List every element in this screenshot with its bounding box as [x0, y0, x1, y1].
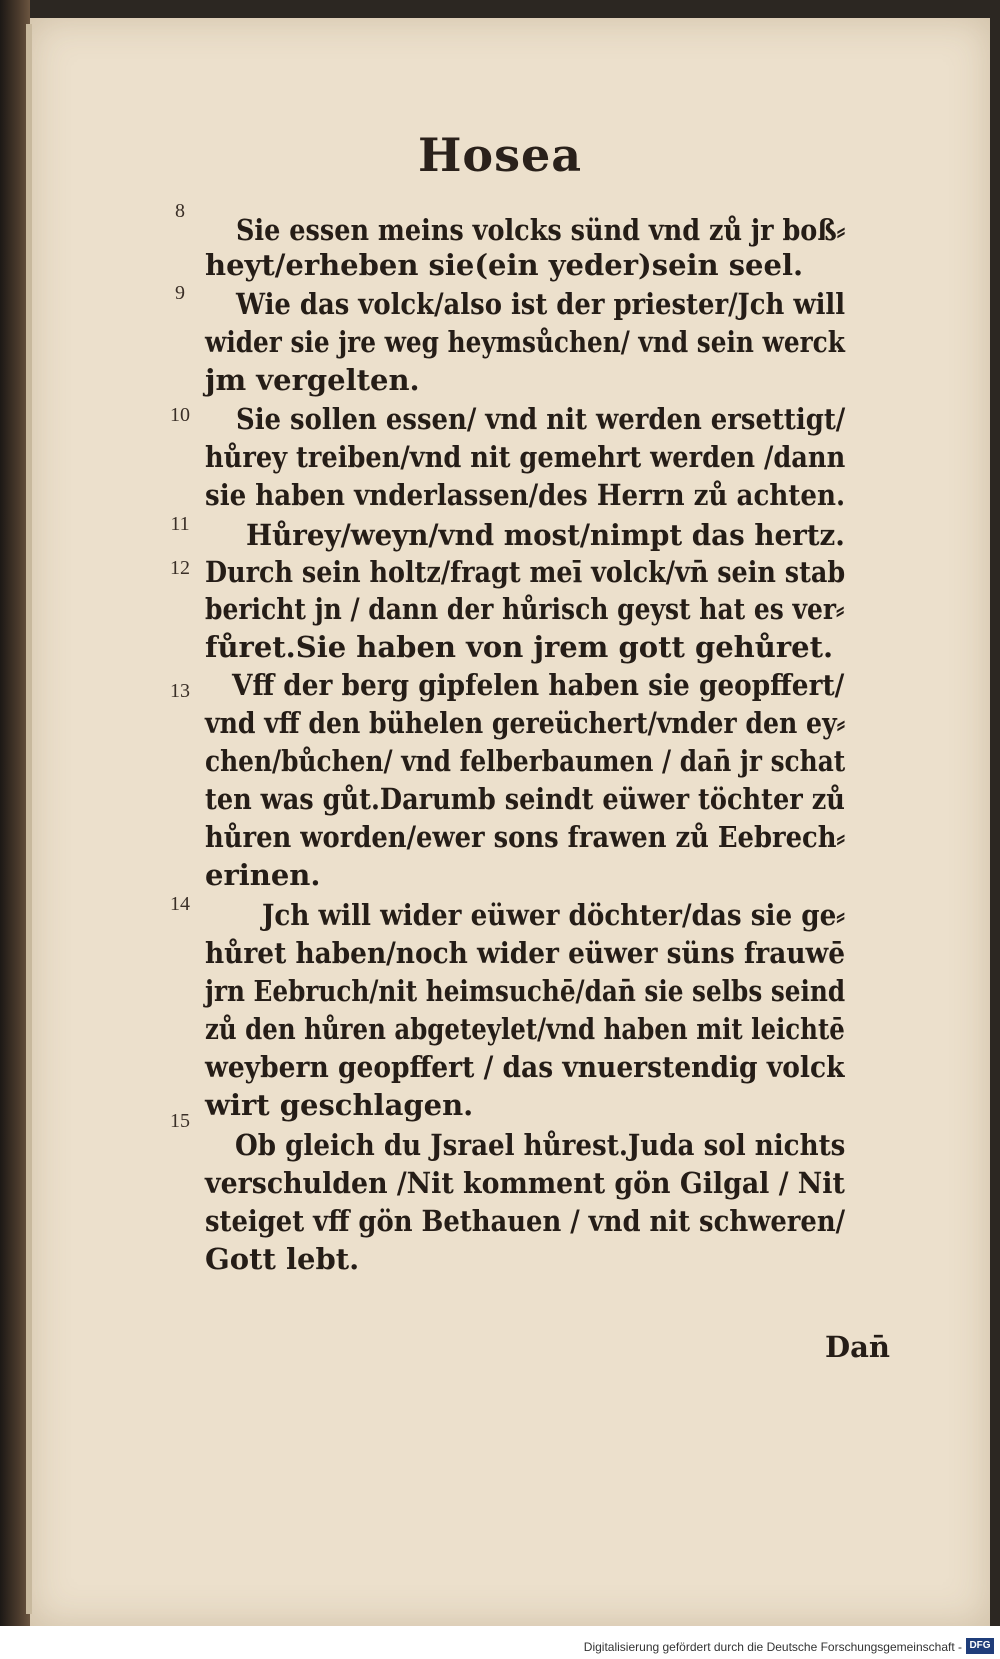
running-head: Hosea — [417, 128, 583, 182]
verse-number: 9 — [175, 282, 185, 304]
text-line: bericht jn / dann der hůrisch geyst hat es ver⸗ — [205, 592, 845, 626]
text-line: Sie sollen essen/ vnd nit werden ersettigt/ — [236, 402, 846, 436]
text-line: Wie das volck/also ist der priester/Jch will — [236, 287, 846, 321]
text-line: Jch will wider eüwer döchter/das sie ge⸗ — [262, 898, 846, 932]
text-line: jm vergelten. — [205, 363, 420, 397]
verse-number: 14 — [170, 893, 190, 915]
text-line: Hůrey/weyn/vnd most/nimpt das hertz. — [246, 518, 845, 552]
verse-number: 15 — [170, 1110, 190, 1132]
text-line: verschulden /Nit komment gön Gilgal / Nit — [205, 1166, 845, 1200]
text-line: Sie essen meins volcks sünd vnd zů jr boß⸗ — [236, 213, 846, 247]
verse-number: 13 — [170, 680, 190, 702]
text-line: jrn Eebruch/nit heimsuchē/dan̄ sie selbs seind — [205, 974, 846, 1008]
text-line: steiget vff gön Bethauen / vnd nit schweren/ — [205, 1204, 846, 1238]
text-line: wirt geschlagen. — [205, 1088, 474, 1122]
verse-number: 10 — [170, 404, 190, 426]
dfg-logo: DFG — [966, 1638, 994, 1654]
text-line: erinen. — [205, 858, 321, 892]
text-line: hůrey treiben/vnd nit gemehrt werden /dann — [205, 440, 846, 474]
text-line: fůret.Sie haben von jrem gott gehůret. — [205, 630, 834, 664]
verse-number: 11 — [170, 513, 190, 535]
catchword: Dan̄ — [824, 1330, 890, 1364]
text-line: zů den hůren abgeteylet/vnd haben mit leichtē — [205, 1012, 845, 1046]
text-line: Durch sein holtz/fragt meī volck/vn̄ sein stab — [205, 555, 846, 589]
text-line: chen/bůchen/ vnd felberbaumen / dan̄ jr schat — [205, 744, 846, 778]
text-line: hůren worden/ewer sons frawen zů Eebrech⸗ — [205, 820, 846, 854]
digitization-credit: Digitalisierung gefördert durch die Deutsche Forschungsgemeinschaft - — [583, 1640, 962, 1654]
text-line: Vff der berg gipfelen haben sie geopffert/ — [232, 668, 845, 702]
text-line: ten was gůt.Darumb seindt eüwer töchter zů — [205, 782, 845, 816]
text-line: vnd vff den bühelen gereüchert/vnder den ey⸗ — [205, 706, 846, 740]
verse-number: 8 — [175, 200, 185, 222]
verse-number: 12 — [170, 557, 190, 579]
text-line: Gott lebt. — [205, 1242, 360, 1276]
text-line: heyt/erheben sie(ein yeder)sein seel. — [205, 248, 804, 282]
text-line: sie haben vnderlassen/des Herrn zů achten. — [205, 478, 846, 512]
text-line: weybern geopffert / das vnuerstendig volck — [205, 1050, 845, 1084]
text-line: wider sie jre weg heymsůchen/ vnd sein werck — [205, 325, 845, 359]
text-line: hůret haben/noch wider eüwer süns frauwē — [205, 936, 846, 970]
page-edge — [26, 24, 32, 1614]
text-line: Ob gleich du Jsrael hůrest.Juda sol nichts — [235, 1128, 846, 1162]
